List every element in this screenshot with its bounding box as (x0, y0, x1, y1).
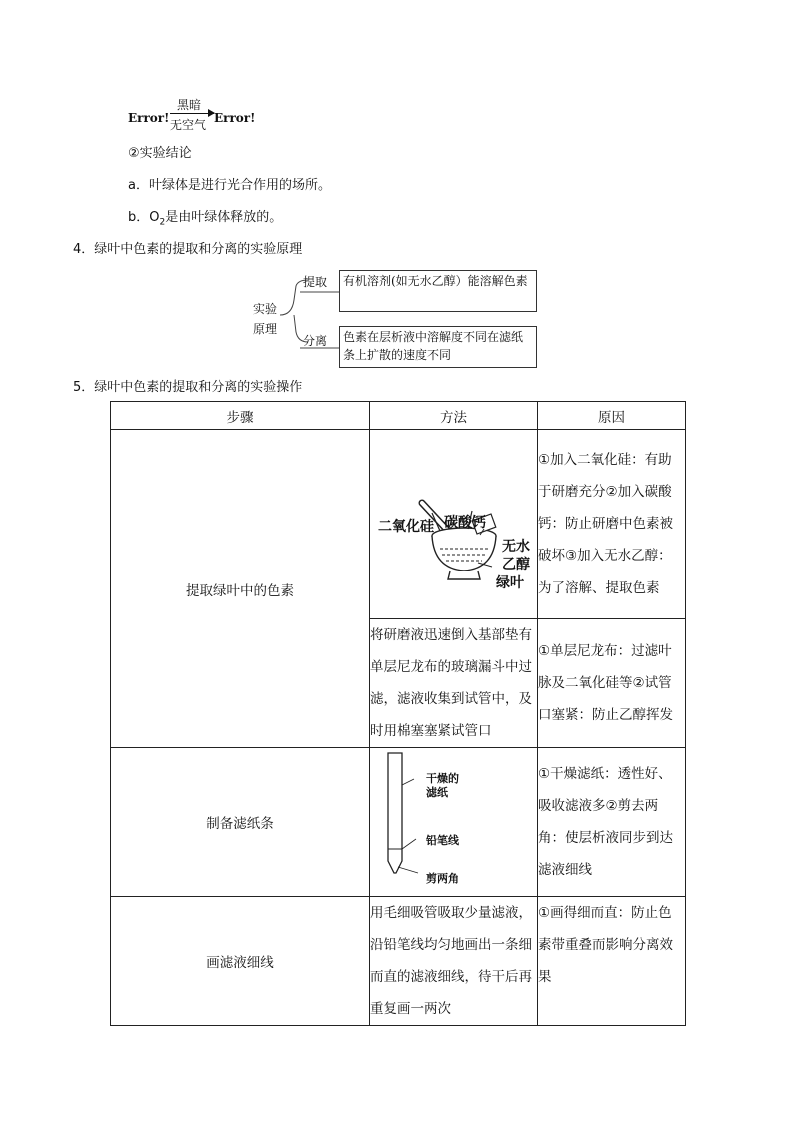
step-strip: 制备滤纸条 (111, 748, 370, 897)
label-leaf: 绿叶 (496, 575, 524, 591)
table-header-row (111, 402, 686, 430)
reason-extract: ①加入二氧化硅：有助于研磨充分②加入碳酸钙：防止研磨中色素被破坏③加入无水乙醇：为了溶解、提取色素 (538, 430, 686, 619)
label-pencil: 铅笔线 (426, 834, 459, 847)
reason-filter: ①单层尼龙布：过滤叶脉及二氧化硅等②试管口塞紧：防止乙醇挥发 (538, 619, 686, 748)
label-ethanol-2: 乙醇 (502, 557, 530, 573)
operations-table (110, 401, 686, 1026)
header-reason: 原因 (538, 402, 686, 430)
conclusion-item-a: a．叶绿体是进行光合作用的场所。 (128, 178, 331, 193)
table-row (111, 897, 686, 1026)
table-row (111, 430, 686, 619)
header-method: 方法 (370, 402, 538, 430)
reason-line: ①画得细而直：防止色素带重叠而影响分离效果 (538, 897, 686, 1026)
method-grinding-figure (370, 430, 538, 619)
section5-title: 5．绿叶中色素的提取和分离的实验操作 (73, 380, 303, 395)
label-silica: 二氧化硅 (378, 519, 434, 535)
reason-strip: ①干燥滤纸：透性好、吸收滤液多②剪去两角：使层析液同步到达滤液细线 (538, 748, 686, 897)
method-line: 用毛细吸管吸取少量滤液，沿铅笔线均匀地画出一条细而直的滤液细线，待干后再重复画一两次 (370, 897, 538, 1026)
principle-root-line2: 原理 (253, 322, 278, 336)
header-step: 步骤 (111, 402, 370, 430)
principle-branch2-box: 色素在层析液中溶解度不同在滤纸条上扩散的速度不同 (339, 326, 537, 368)
equation-over-label: 黑暗 (177, 98, 202, 112)
principle-branch1-box: 有机溶剂(如无水乙醇）能溶解色素 (339, 270, 537, 312)
principle-branch1-label: 提取 (303, 275, 328, 289)
table-row (111, 748, 686, 897)
conclusion-item-b: b．$O_2$是由叶绿体释放的。 (128, 210, 283, 228)
equation-under-label: 无空气 (170, 118, 207, 132)
principle-branch2-label: 分离 (303, 334, 328, 348)
method-strip-figure (370, 748, 538, 897)
equation-left: Error! (128, 111, 170, 125)
label-carbonate: 碳酸钙 (444, 515, 486, 531)
equation-right: Error! (214, 111, 256, 125)
step-line: 画滤液细线 (111, 897, 370, 1026)
label-dry-2: 滤纸 (426, 786, 448, 799)
label-ethanol-1: 无水 (502, 539, 530, 555)
label-cut: 剪两角 (426, 872, 459, 885)
conclusion-heading: ②实验结论 (128, 146, 192, 161)
step-extract: 提取绿叶中的色素 (111, 430, 370, 748)
method-filter: 将研磨液迅速倒入基部垫有单层尼龙布的玻璃漏斗中过滤，滤液收集到试管中，及时用棉塞塞紧试管口 (370, 619, 538, 748)
principle-root-line1: 实验 (253, 302, 278, 316)
section4-title: 4．绿叶中色素的提取和分离的实验原理 (73, 242, 303, 257)
label-dry-1: 干燥的 (426, 772, 459, 785)
